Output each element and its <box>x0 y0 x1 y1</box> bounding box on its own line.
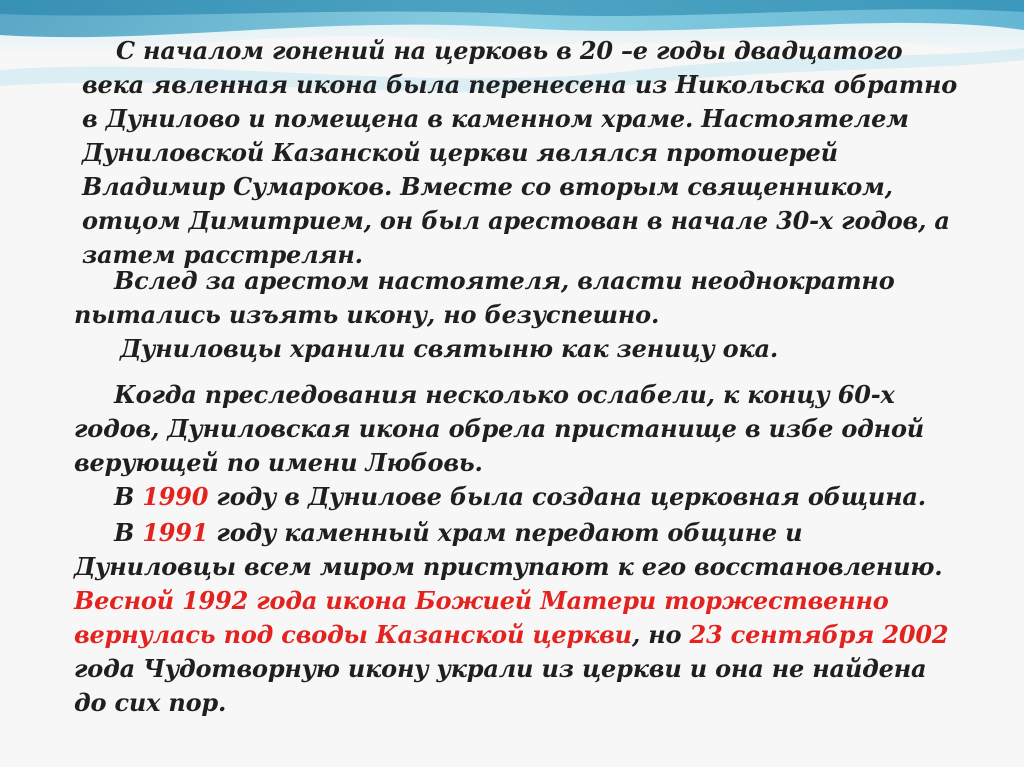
paragraph1-line5: Владимир Сумароков. Вместе со вторым священником, <box>82 172 893 201</box>
paragraph1-line1: С началом гонений на церковь в 20 –е годы двадцатого <box>116 36 903 65</box>
paragraph2-line2: пытались изъять икону, но безуспешно. <box>74 300 660 329</box>
paragraph4-line1 <box>114 482 926 512</box>
paragraph1-line3: в Дунилово и помещена в каменном храме. Настоятелем <box>82 104 909 133</box>
paragraph1-line7: затем расстрелян. <box>82 240 363 269</box>
paragraph5-line2: Дуниловцы всем миром приступают к его восстановлению. <box>74 552 943 581</box>
paragraph2-line3: Дуниловцы хранили святыню как зеницу ока. <box>120 334 779 363</box>
paragraph5-line6: до сих пор. <box>74 688 227 717</box>
paragraph5-line3-highlight: Весной 1992 года икона Божией Матери торжественно <box>74 586 889 615</box>
year-1991: 1991 <box>142 518 209 547</box>
paragraph3-line3: верующей по имени Любовь. <box>74 448 483 477</box>
paragraph2-line1: Вслед за арестом настоятеля, власти неоднократно <box>114 266 895 295</box>
year-1990: 1990 <box>142 482 209 511</box>
paragraph3-line1: Когда преследования несколько ослабели, к концу 60-х <box>114 380 895 409</box>
paragraph1-line6: отцом Димитрием, он был арестован в начале 30-х годов, а <box>82 206 950 235</box>
paragraph5-line4 <box>74 620 948 650</box>
paragraph1-line4: Дуниловской Казанской церкви являлся протоиерей <box>82 138 838 167</box>
paragraph3-line2: годов, Дуниловская икона обрела пристанище в избе одной <box>74 414 925 443</box>
paragraph4-prefix: В <box>114 482 143 511</box>
paragraph5-line4-mid: , но <box>631 620 690 649</box>
paragraph5-line1 <box>114 518 802 548</box>
paragraph5-suffix: году каменный храм передают общине и <box>208 518 803 547</box>
date-2002: 23 сентября 2002 <box>689 620 949 649</box>
paragraph4-suffix: году в Дунилове была создана церковная община. <box>208 482 926 511</box>
paragraph5-prefix: В <box>114 518 143 547</box>
paragraph5-line4-highlight: вернулась под своды Казанской церкви <box>74 620 632 649</box>
paragraph5-line5: года Чудотворную икону украли из церкви и она не найдена <box>74 654 927 683</box>
paragraph1-line2: века явленная икона была перенесена из Никольска обратно <box>82 70 958 99</box>
